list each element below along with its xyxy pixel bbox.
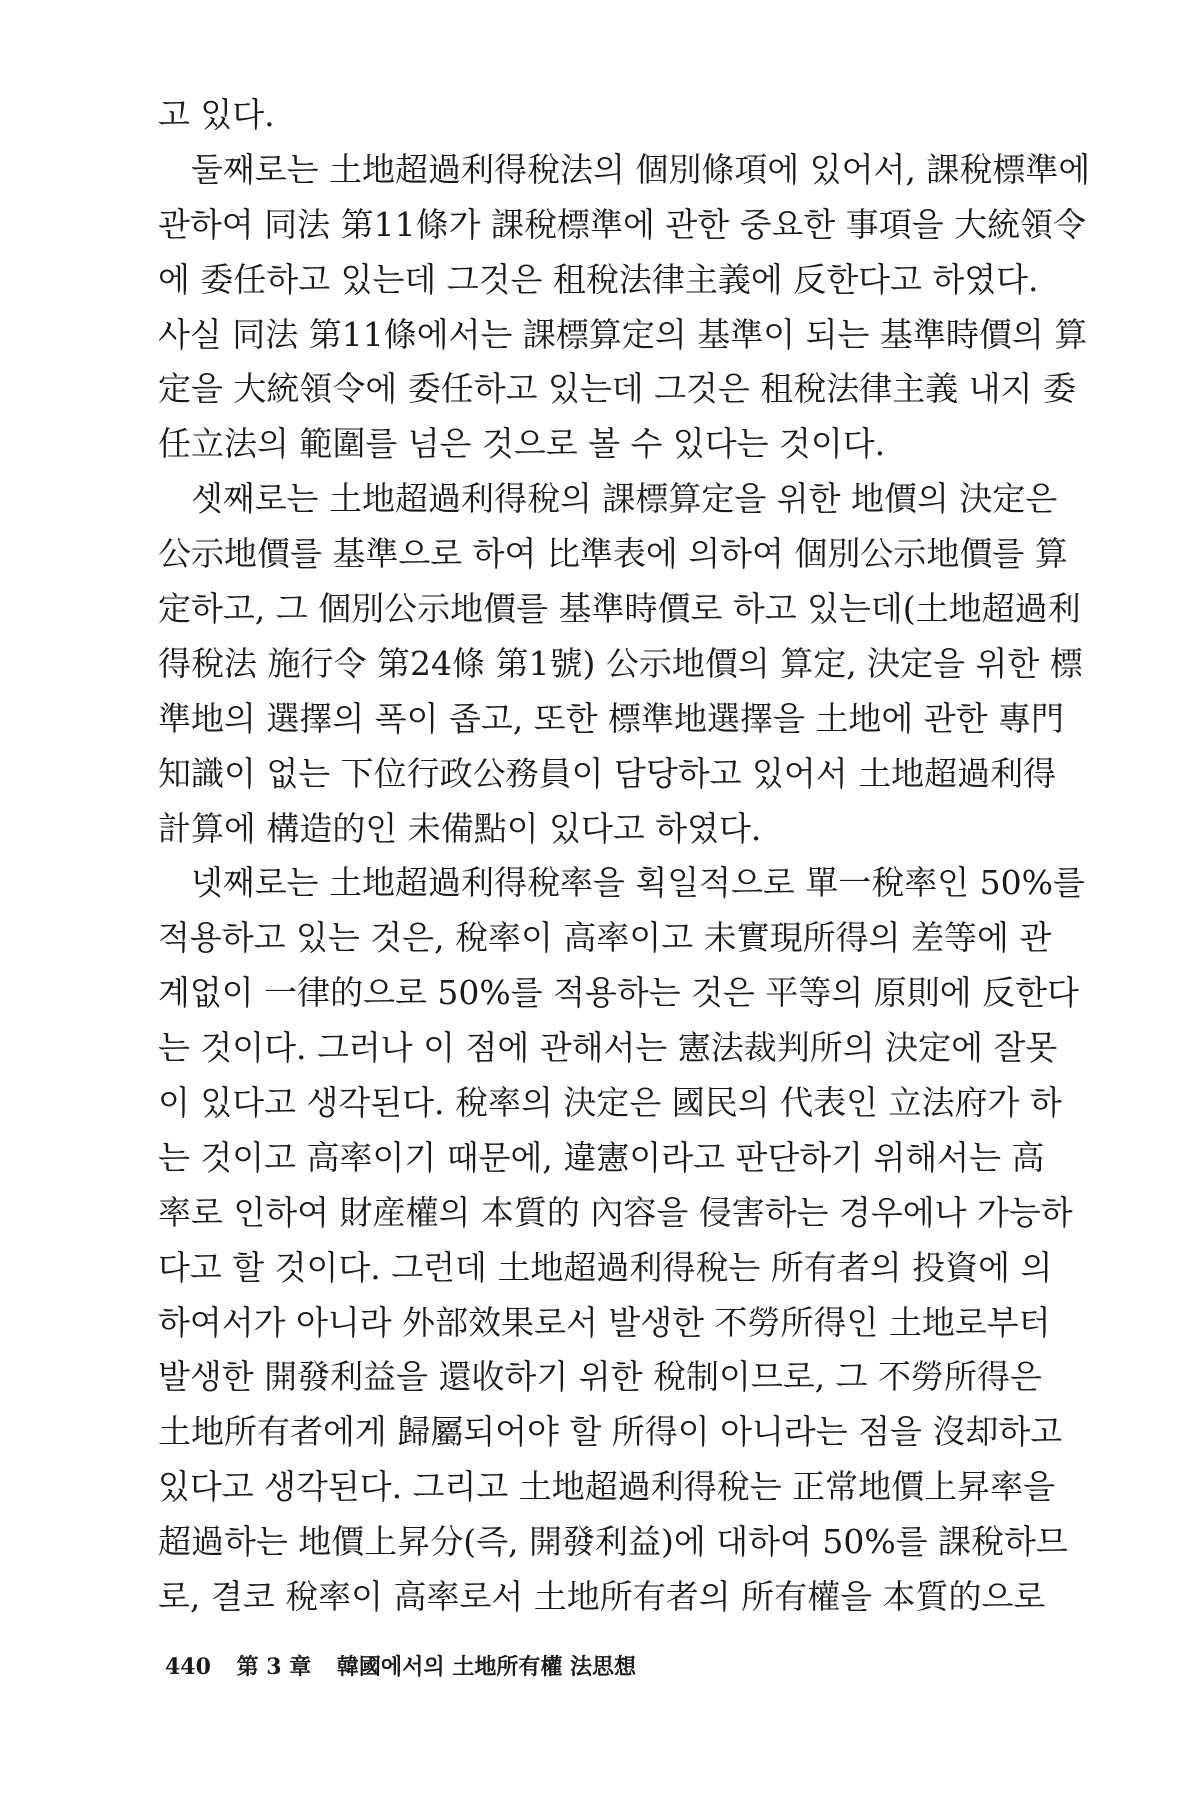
page-body <box>158 88 1091 1625</box>
page-footer <box>165 1650 654 1681</box>
chapter-number: 第 3 章 <box>236 1654 312 1680</box>
text-line: 셋째로는 土地超過利得稅의 課標算定을 위한 地價의 決定은 <box>191 479 1058 519</box>
text-line: 관하여 同法 第11條가 課稅標準에 관한 중요한 事項을 大統領令 <box>158 204 1087 244</box>
text-line: 고 있다. <box>158 95 275 134</box>
text-line: 率로 인하여 財産權의 本質的 內容을 侵害하는 경우에나 가능하 <box>158 1192 1073 1232</box>
text-line: 定하고, 그 個別公示地價를 基準時價로 하고 있는데(土地超過利 <box>158 589 1081 629</box>
text-line: 발생한 開發利益을 還收하기 위한 稅制이므로, 그 不勞所得은 <box>158 1357 1042 1397</box>
text-line: 土地所有者에게 歸屬되어야 할 所得이 아니라는 점을 沒却하고 <box>158 1412 1063 1452</box>
text-line: 得稅法 施行令 第24條 第1號) 公示地價의 算定, 決定을 위한 標 <box>158 643 1083 683</box>
text-line: 로, 결코 稅率이 高率로서 土地所有者의 所有權을 本質的으로 <box>158 1577 1046 1617</box>
text-line: 넷째로는 土地超過利得稅率을 획일적으로 單一稅率인 50%를 <box>191 863 1085 903</box>
text-line: 超過하는 地價上昇分(즉, 開發利益)에 대하여 50%를 課稅하므 <box>158 1522 1068 1562</box>
text-line: 準地의 選擇의 폭이 좁고, 또한 標準地選擇을 土地에 관한 專門 <box>158 698 1064 738</box>
text-line: 는 것이다. 그러나 이 점에 관해서는 憲法裁判所의 決定에 잘못 <box>158 1028 1058 1068</box>
text-line: 이 있다고 생각된다. 稅率의 決定은 國民의 代表인 立法府가 하 <box>158 1083 1062 1123</box>
text-line: 任立法의 範圍를 넘은 것으로 볼 수 있다는 것이다. <box>158 424 886 464</box>
text-line: 계없이 一律的으로 50%를 적용하는 것은 平等의 原則에 反한다 <box>158 973 1079 1013</box>
text-line: 定을 大統領令에 委任하고 있는데 그것은 租稅法律主義 내지 委 <box>158 369 1076 409</box>
text-line: 公示地價를 基準으로 하여 比準表에 의하여 個別公示地價를 算 <box>158 534 1068 574</box>
page-number: 440 <box>165 1654 211 1680</box>
text-line: 는 것이고 高率이기 때문에, 違憲이라고 판단하기 위해서는 高 <box>158 1137 1045 1177</box>
text-line: 적용하고 있는 것은, 稅率이 高率이고 未實現所得의 差等에 관 <box>158 918 1052 958</box>
text-line: 하여서가 아니라 外部效果로서 발생한 不勞所得인 土地로부터 <box>158 1302 1051 1342</box>
text-line: 사실 同法 第11條에서는 課標算定의 基準이 되는 基準時價의 算 <box>158 314 1088 354</box>
text-line: 에 委任하고 있는데 그것은 租稅法律主義에 反한다고 하였다. <box>158 259 1039 299</box>
text-line: 知識이 없는 下位行政公務員이 담당하고 있어서 土地超過利得 <box>158 753 1057 793</box>
text-line: 計算에 構造的인 未備點이 있다고 하였다. <box>158 808 762 848</box>
text-line: 있다고 생각된다. 그리고 土地超過利得稅는 正常地價上昇率을 <box>158 1467 1055 1507</box>
chapter-title: 韓國에서의 土地所有權 法思想 <box>336 1654 636 1680</box>
text-line: 둘째로는 土地超過利得稅法의 個別條項에 있어서, 課稅標準에 <box>191 149 1091 189</box>
text-line: 다고 할 것이다. 그런데 土地超過利得稅는 所有者의 投資에 의 <box>158 1247 1053 1287</box>
